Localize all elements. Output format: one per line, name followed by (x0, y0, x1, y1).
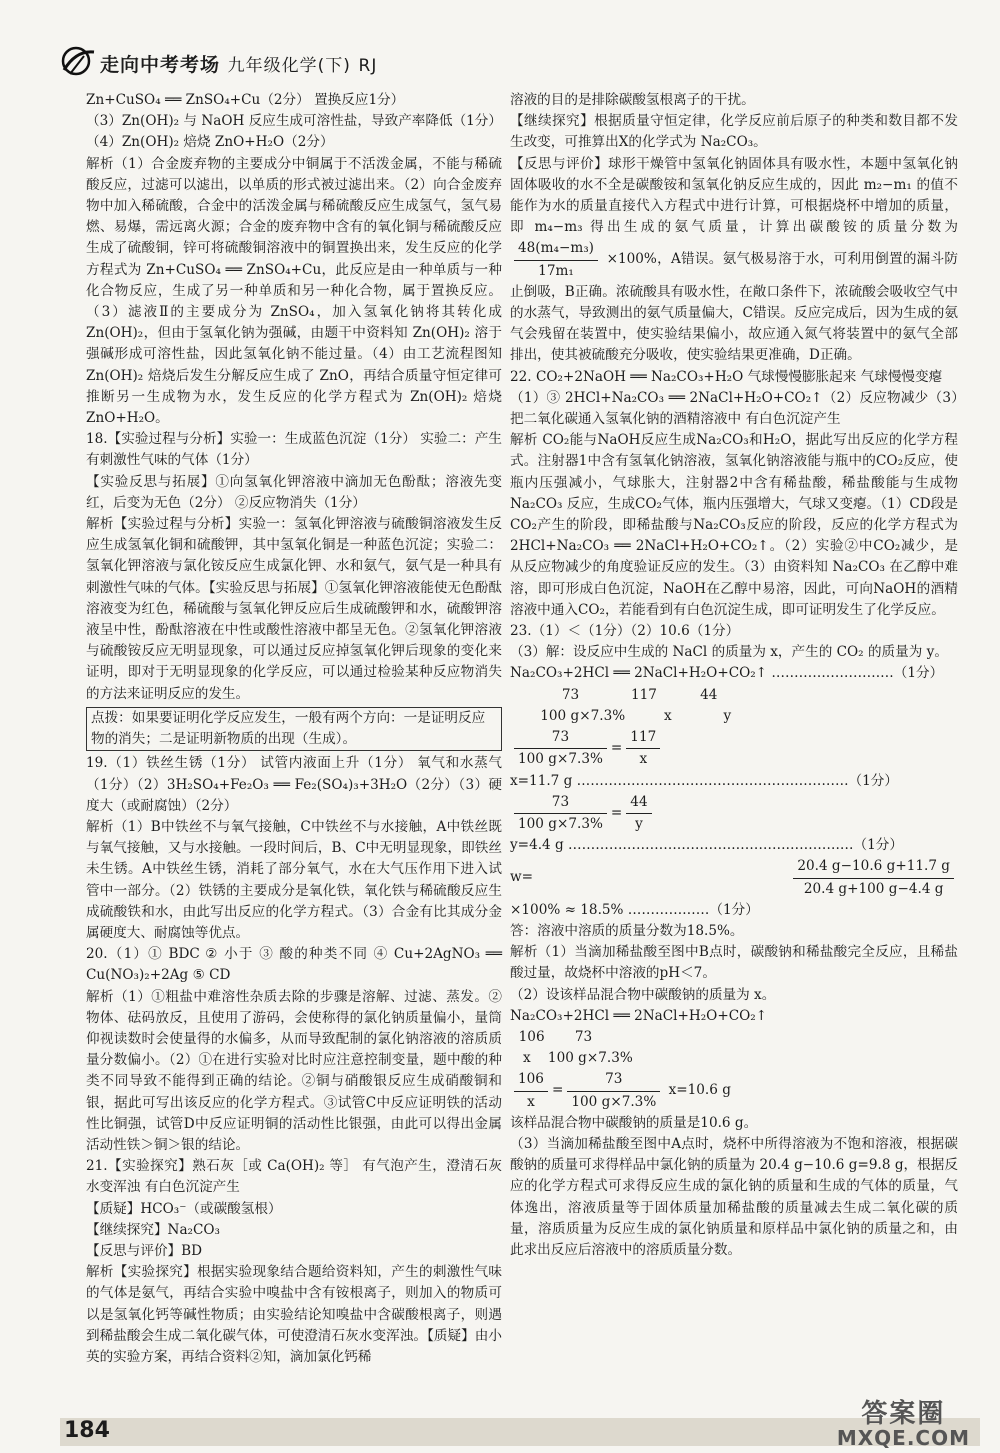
tip-text: 点拨：如果要证明化学反应发生，一般有两个方向：一是证明反应物的消失；二是证明新物质的出现（生成）。 (91, 709, 486, 748)
answer-18-part2: 【实验反思与拓展】①向氢氧化钾溶液中滴加无色酚酞；溶液先变红，后变为无色（2分） ②反应物消失（1分） (86, 473, 502, 511)
equation-1-masses: 73 117 44 (510, 686, 718, 703)
ratio-2-left (514, 792, 607, 835)
answer-23-setup: （3）解：设反应中生成的 NaCl 的质量为 x，产生的 CO₂ 的质量为 y。 (510, 644, 948, 661)
analysis-21: 解析【实验探究】根据实验现象结合题给资料知，产生的刺激性气味的气体是氨气，再结合实验中嗅盐中含有铵根离子，则加入的物质可以是氢氧化钙等碱性物质；由实验结论知嗅盐中含碳酸根离子，则遇到稀盐酸会生成二氧化碳气体，可使澄清石灰水变浑浊。【质疑】由小英的实验方案，再结合资料②知，滴加氯化钙稀 (86, 1264, 502, 1365)
ratio-1: $\frac{73}{100 g\times 7.3\%}$ = $\frac{117}{x}$ (510, 727, 958, 770)
ratio-1-right-top: 117 (626, 727, 660, 749)
ratio-1-right-bot: x (639, 751, 648, 768)
left-column (86, 90, 502, 1368)
w-tail: ×100% ≈ 18.5% ………………（1分） (510, 901, 759, 918)
ratio-3-left (514, 1069, 548, 1112)
answer-23: 23.（1）＜（1分）（2）10.6（1分） (510, 623, 740, 640)
ratio-1-right (626, 727, 660, 770)
ratio-3-right-bot: 100 g×7.3% (571, 1093, 657, 1110)
answer-17-items: （3）Zn(OH)₂ 与 NaOH 反应生成可溶性盐，导致产率降低（1分）（4）Zn(OH)₂ 焙烧 ZnO+H₂O（2分） (86, 113, 502, 151)
equation-1-values: 100 g×7.3% x y (510, 707, 732, 724)
ratio-3: $\frac{106}{x}$ = $\frac{73}{100 g\times 7.3\%}$ x=10.6 g (510, 1069, 958, 1112)
w-fraction (793, 856, 954, 899)
ratio-2-right-top: 44 (626, 792, 651, 814)
equation-2-masses: 106 73 (510, 1028, 593, 1045)
analysis-23-4: （3）当滴加稀盐酸至图中A点时，烧杯中所得溶液为不饱和溶液，根据碳酸钠的质量可求得样品中氯化钠的质量为 20.4 g−10.6 g=9.8 g，根据反应的化学方程式可求得反应生成的氯化钠的质量和生成的气体的质量，气体逸出，溶液质量等于固体质量加稀盐酸的质量减去生成二氧化碳的质量，溶质质量为反应生成的氯化钠质量和原样品中氯化钠的质量之和，由此求出反应后溶液中的溶质质量分数。 (510, 1135, 958, 1258)
mass-fraction-formula (510, 856, 958, 921)
answer-statement: 答：溶液中溶质的质量分数为18.5%。 (510, 922, 744, 939)
fraction-numerator: 48(m₄−m₃) (514, 238, 598, 260)
watermark-top: 答案圈 (861, 1399, 946, 1429)
analysis-21-reflect (510, 154, 958, 367)
analysis-23-2: （2）设该样品混合物中碳酸钠的质量为 x。 (510, 986, 776, 1003)
page-number: 184 (64, 1418, 110, 1443)
watermark-bottom: MXQE.COM (836, 1426, 970, 1450)
tip-box (86, 707, 502, 751)
reflect-text: 【反思与评价】球形干燥管中氢氧化钠固体具有吸水性，本题中氢氧化钠固体吸收的水不全是碳酸铵和氢氧化钠反应生成的，因此 m₂−m₁ 的值不能作为水的质量直接代入方程式中进行计算，可根据烧杯中增加的质量，即 m₄−m₃ 得出生成的氨气质量，计算出碳酸铵的质量分数为 (510, 155, 958, 236)
page-header (60, 44, 500, 80)
analysis-23-3: 该样品混合物中碳酸钠的质量是10.6 g。 (510, 1114, 758, 1131)
reflect-text-2: ×100%，A错误。氨气极易溶于水，可利用倒置的漏斗防止倒吸，B正确。浓硫酸具有吸水性，在敞口条件下，浓硫酸会吸收空气中的水蒸气，导致测出的氨气质量偏大，C错误。反应完成后，因为生成的氨气会残留在装置中，使实验结果偏小，故应通入氮气将装置中的氨气全部排出，使其被硫酸充分吸收，使实验结果更准确，D正确。 (510, 251, 958, 364)
ratio-2: $\frac{73}{100 g\times 7.3\%}$ = $\frac{44}{y}$ (510, 792, 958, 835)
equation-2: Na₂CO₃+2HCl ══ 2NaCl+H₂O+CO₂↑ (510, 1007, 768, 1024)
analysis-18: 解析【实验过程与分析】实验一：氢氧化钾溶液与硫酸铜溶液发生反应生成氢氧化铜和硫酸钾，其中氢氧化铜是一种蓝色沉淀；实验二：氢氧化钾溶液与氯化铵反应生成氯化钾、水和氨气，氨气是一种具有刺激性气味的气体。【实验反思与拓展】①氢氧化钾溶液能使无色酚酞溶液变为红色，稀硫酸与氢氧化钾反应后生成硫酸钾和水，硫酸钾溶液呈中性，酚酞溶液在中性或酸性溶液中都呈无色。②氢氧化钾溶液与硫酸铵反应无明显现象，可以通过反应掉氢氧化钾后现象的变化来证明，即对于无明显现象的化学反应，可以通过检验某种反应物消失的方法来证明反应的发生。 (86, 516, 502, 702)
ratio-2-left-top: 73 (514, 792, 607, 814)
answer-21-reflect: 【反思与评价】BD (86, 1242, 203, 1259)
ratio-1-left-bot: 100 g×7.3% (518, 751, 603, 768)
answer-17-eq: Zn+CuSO₄ ══ ZnSO₄+Cu（2分） 置换反应1分） (86, 92, 405, 108)
answer-22: 22. CO₂+2NaOH ══ Na₂CO₃+H₂O 气球慢慢膨胀起来 气球慢慢变瘪 (510, 368, 943, 385)
ratio-3-left-top: 106 (514, 1069, 548, 1091)
header-edition: RJ (358, 56, 378, 76)
ratio-2-right (626, 792, 651, 835)
header-subject: 九年级化学(下) (227, 56, 351, 76)
analysis-22: 解析 CO₂能与NaOH反应生成Na₂CO₃和H₂O，据此写出反应的化学方程式。注射器1中含有氢氧化钠溶液，氢氧化钠溶液能与瓶中的CO₂反应，使瓶内压强减小，气球胀大，注射器2中含有稀盐酸，稀盐酸能与生成物 Na₂CO₃ 反应，生成CO₂气体，瓶内压强增大，气球又变瘪。（1）CD段是CO₂产生的阶段，即稀盐酸与Na₂CO₃反应的阶段，反应的化学方程式为 2HCl+Na₂CO₃ ══ 2NaCl+H₂O+CO₂↑。（2）实验②中CO₂减少，是从反应物减少的角度验证反应的发生。（3）由资料知 Na₂CO₃ 在乙醇中难溶，即可形成白色沉淀，NaOH在乙醇中易溶，因此，可向NaOH的酒精溶液中通入CO₂，若能看到有白色沉淀生成，即可证明发生了化学反应。 (510, 432, 958, 618)
ratio-1-left-top: 73 (514, 727, 607, 749)
answer-18-part1: 18.【实验过程与分析】实验一：生成蓝色沉淀（1分） 实验二：产生有刺激性气味的气体（1分） (86, 431, 502, 469)
equation-1: Na₂CO₃+2HCl ══ 2NaCl+H₂O+CO₂↑ ………………………（1分） (510, 665, 944, 682)
analysis-21-continue: 【继续探究】根据质量守恒定律，化学反应前后原子的种类和数目都不发生改变，可推算出X的化学式为 Na₂CO₃。 (510, 113, 958, 151)
analysis-23-1: 解析（1）当滴加稀盐酸至图中B点时，碳酸钠和稀盐酸完全反应，且稀盐酸过量，故烧杯中溶液的pH＜7。 (510, 944, 958, 982)
w-numerator: 20.4 g−10.6 g+11.7 g (793, 856, 954, 878)
fraction-denominator: 17m₁ (538, 262, 574, 279)
right-column (510, 90, 958, 1261)
ratio-1-left (514, 727, 607, 770)
answer-22-parts: （1）③ 2HCl+Na₂CO₃ ══ 2NaCl+H₂O+CO₂↑（2）反应物减少（3）把二氧化碳通入氢氧化钠的酒精溶液中 有白色沉淀产生 (510, 389, 958, 428)
ratio-3-right (567, 1069, 660, 1112)
ratio-3-left-bot: x (527, 1093, 535, 1110)
analysis-21-cont: 溶液的目的是排除碳酸氢根离子的干扰。 (510, 92, 755, 108)
analysis-17: 解析（1）合金废弃物的主要成分中铜属于不活泼金属，不能与稀硫酸反应，过滤可以滤出，以单质的形式被过滤出来。（2）向合金废弃物中加入稀硫酸，合金中的活泼金属与稀硫酸反应生成氢气，氢气易燃、易爆，需远离火源；合金的废弃物中含有的氧化铜与稀硫酸反应生成了硫酸铜，锌可将硫酸铜溶液中的铜置换出来，发生反应的化学方程式为 Zn+CuSO₄ ══ ZnSO₄+Cu，此反应是由一种单质与一种化合物反应，生成了另一种单质和另一种化合物，属于置换反应。（3）滤液Ⅱ的主要成分为 ZnSO₄，加入氢氧化钠将其转化成 Zn(OH)₂，但由于氢氧化钠为强碱，由题干中资料知 Zn(OH)₂ 溶于强碱形成可溶性盐，因此氢氧化钠不能过量。（4）由工艺流程图知 Zn(OH)₂ 焙烧后发生分解反应生成了 ZnO，再结合质量守恒定律可推断另一生成物为水，发生反应的化学方程式为 Zn(OH)₂ 焙烧 ZnO+H₂O。 (86, 155, 502, 427)
ratio-3-right-top: 73 (567, 1069, 660, 1091)
site-watermark (836, 1399, 970, 1450)
ratio-2-left-bot: 100 g×7.3% (518, 815, 603, 832)
fraction-ammonium (514, 238, 598, 281)
answer-21-query: 【质疑】HCO₃⁻（或碳酸氢根） (86, 1200, 282, 1217)
answer-19: 19.（1）铁丝生锈（1分） 试管内液面上升（1分） 氧气和水蒸气（1分）（2）3H₂SO₄+Fe₂O₃ ══ Fe₂(SO₄)₃+3H₂O（2分）（3）硬度大（或耐腐蚀）（2分） (86, 755, 502, 814)
answer-20: 20.（1）① BDC ② 小于 ③ 酸的种类不同 ④ Cu+2AgNO₃ ══ Cu(NO₃)₂+2Ag ⑤ CD (86, 946, 502, 984)
analysis-20: 解析（1）①粗盐中难溶性杂质去除的步骤是溶解、过滤、蒸发。②物体、砝码放反，且使用了游码，会使称得的氯化钠质量偏小，量筒仰视读数时会使量得的水偏多，从而导致配制的氯化钠溶液的溶质质量分数偏小。（2）①在进行实验对比时应注意控制变量，题中酸的种类不同导致不能得到正确的结论。②铜与硝酸银反应生成硝酸铜和银，据此可写出该反应的化学方程式。③试管C中反应证明铁的活动性比铜强，试管D中反应证明铜的活动性比银强，由此可以得出金属活动性铁＞铜＞银的结论。 (86, 988, 502, 1153)
ratio-3-result: x=10.6 g (668, 1082, 731, 1099)
ratio-2-right-bot: y (635, 815, 643, 832)
w-denominator: 20.4 g+100 g−4.4 g (803, 880, 944, 897)
answer-21-continue: 【继续探究】Na₂CO₃ (86, 1221, 221, 1238)
analysis-19: 解析（1）B中铁丝不与氧气接触，C中铁丝不与水接触，A中铁丝既与氧气接触，又与水接触。一段时间后，B、C中无明显现象，即铁丝未生锈。A中铁丝生锈，消耗了部分氧气，水在大气压作用下进入试管中一部分。（2）铁锈的主要成分是氧化铁，氧化铁与稀硫酸反应生成硫酸铁和水，由此写出反应的化学方程式。（3）合金有比其成分金属硬度大、耐腐蚀等优点。 (86, 818, 502, 941)
equation-2-values: x 100 g×7.3% (510, 1050, 633, 1067)
w-label: w= (510, 869, 534, 886)
series-logo-icon (60, 44, 96, 78)
header-title (100, 50, 377, 77)
answer-21: 21.【实验探究】熟石灰［或 Ca(OH)₂ 等］ 有气泡产生，澄清石灰水变浑浊 有白色沉淀产生 (86, 1158, 502, 1196)
series-name: 走向中考考场 (100, 54, 221, 76)
x-value: x=11.7 g ……………………………………………………（1分） (510, 772, 898, 789)
y-value: y=4.4 g ………………………………………………………（1分） (510, 837, 903, 854)
